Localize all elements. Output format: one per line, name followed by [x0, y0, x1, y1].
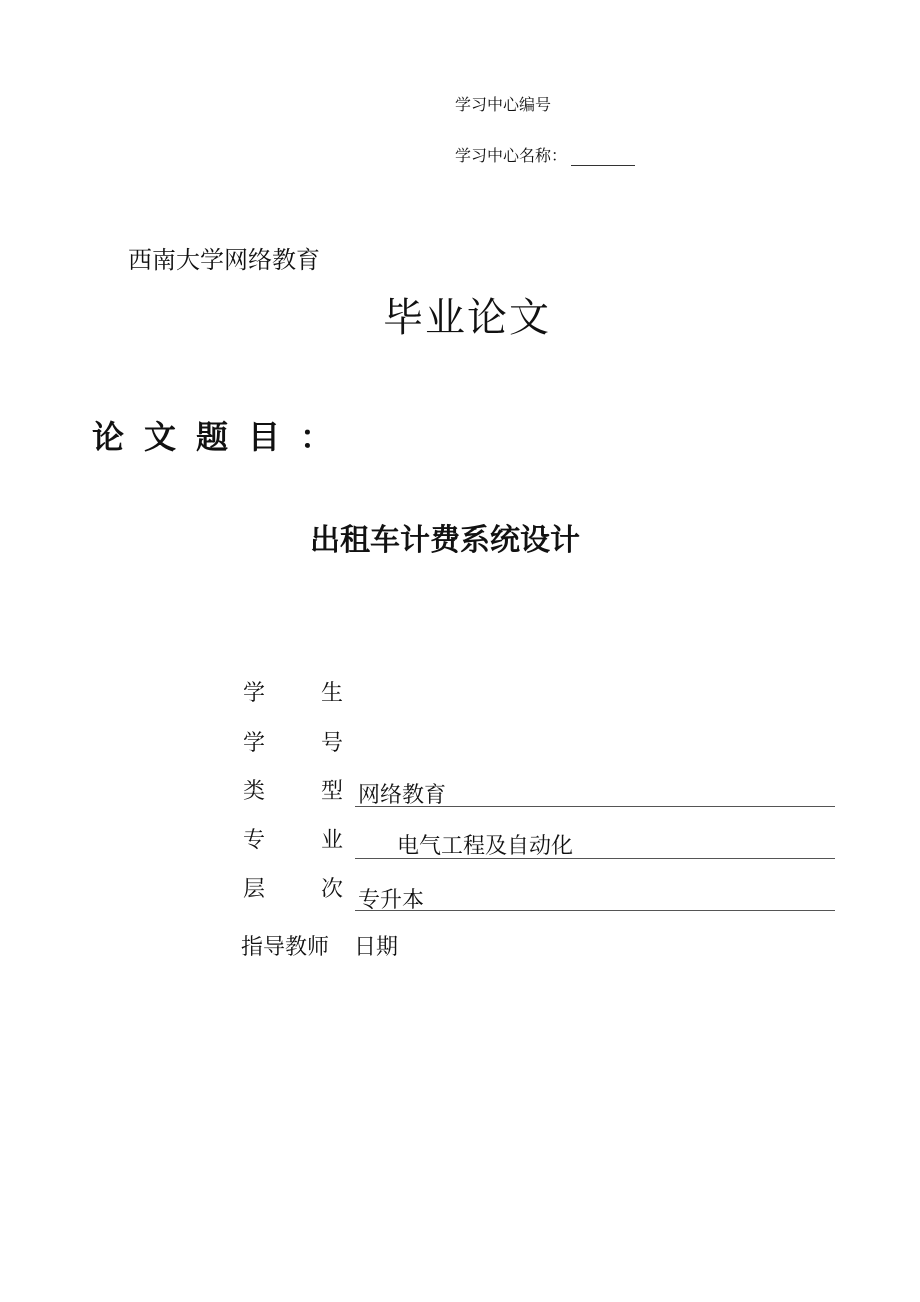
major-value: 电气工程及自动化	[397, 834, 574, 859]
topic-label: 论文题目：	[92, 418, 353, 456]
type-value: 网络教育	[358, 783, 447, 808]
learning-center-name-row	[455, 143, 635, 166]
type-label: 类 型	[243, 779, 343, 804]
date-label: 日期	[354, 935, 399, 960]
document-type-title: 毕业论文	[383, 295, 551, 341]
thesis-topic: 出租车计费系统设计	[310, 523, 580, 558]
university-name: 西南大学网络教育	[128, 246, 320, 274]
major-label: 专 业	[243, 828, 343, 853]
type-underline	[355, 806, 835, 807]
level-value: 专升本	[358, 888, 425, 913]
learning-center-name-blank	[571, 149, 635, 166]
student-id-label: 学 号	[243, 731, 343, 756]
level-label: 层 次	[243, 877, 343, 902]
learning-center-name-label: 学习中心名称：	[455, 146, 568, 165]
major-underline	[355, 858, 835, 859]
level-underline	[355, 910, 835, 911]
student-label: 学 生	[243, 681, 343, 706]
advisor-label: 指导教师	[241, 935, 330, 960]
learning-center-code-label: 学习中心编号	[455, 95, 552, 114]
